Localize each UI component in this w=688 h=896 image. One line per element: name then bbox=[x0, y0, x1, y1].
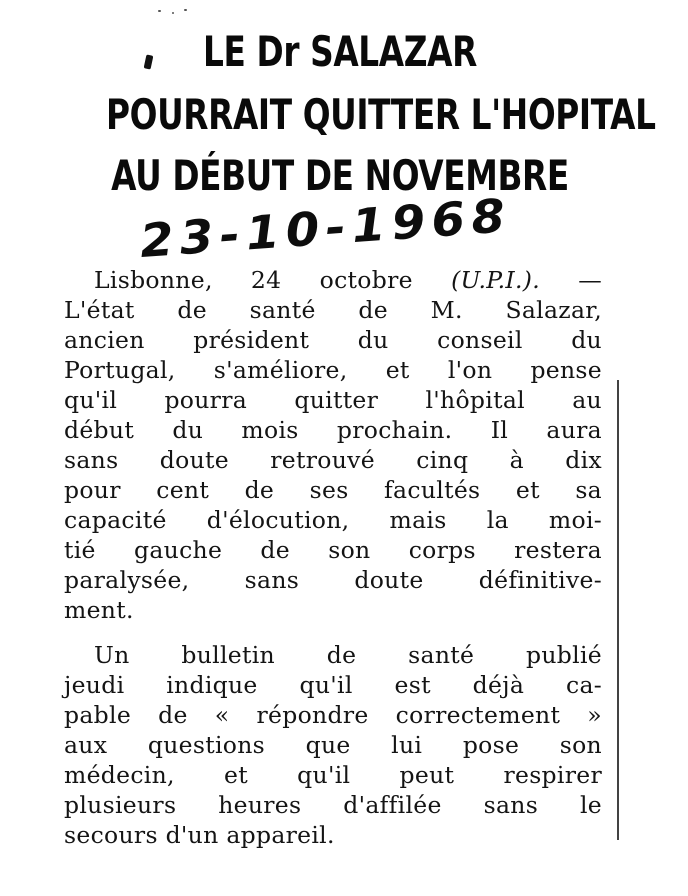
article-line: capacité d'élocution, mais la moi- bbox=[64, 506, 602, 534]
article-line: Portugal, s'améliore, et l'on pense bbox=[64, 356, 602, 384]
dateline bbox=[64, 265, 602, 295]
article-line: ancien président du conseil du bbox=[64, 326, 602, 354]
handwritten-date-stamp: 23-10-1968 bbox=[138, 188, 513, 268]
article-paragraph-1 bbox=[64, 265, 602, 625]
headline-line-2: POURRAIT QUITTER L'HOPITAL bbox=[106, 90, 656, 139]
article-line: secours d'un appareil. bbox=[64, 821, 335, 849]
article-line: Un bulletin de santé publié bbox=[94, 641, 602, 669]
article-line: jeudi indique qu'il est déjà ca- bbox=[64, 671, 602, 699]
article-line: plusieurs heures d'affilée sans le bbox=[64, 791, 602, 819]
article-line: pour cent de ses facultés et sa bbox=[64, 476, 602, 504]
scan-speck bbox=[184, 9, 187, 11]
scan-speck bbox=[158, 10, 161, 12]
article-line: ment. bbox=[64, 596, 134, 624]
dateline-dash: — bbox=[578, 266, 602, 294]
article-line: tié gauche de son corps restera bbox=[64, 536, 602, 564]
dateline-agency: (U.P.I.). bbox=[451, 266, 540, 294]
article-paragraph-2 bbox=[64, 640, 602, 850]
article-line: début du mois prochain. Il aura bbox=[64, 416, 602, 444]
article-line: médecin, et qu'il peut respirer bbox=[64, 761, 602, 789]
article-line: qu'il pourra quitter l'hôpital au bbox=[64, 386, 602, 414]
article-line: L'état de santé de M. Salazar, bbox=[64, 296, 602, 324]
article-line: paralysée, sans doute définitive- bbox=[64, 566, 602, 594]
dateline-place: Lisbonne, 24 octobre bbox=[94, 266, 413, 294]
article-line: sans doute retrouvé cinq à dix bbox=[64, 446, 602, 474]
column-rule bbox=[617, 380, 619, 840]
headline-line-1: LE Dr SALAZAR bbox=[203, 27, 477, 76]
article-line: aux questions que lui pose son bbox=[64, 731, 602, 759]
headline-line-3: AU DÉBUT DE NOVEMBRE bbox=[111, 151, 569, 200]
article-line: pable de « répondre correctement » bbox=[64, 701, 602, 729]
scan-speck bbox=[172, 12, 174, 14]
